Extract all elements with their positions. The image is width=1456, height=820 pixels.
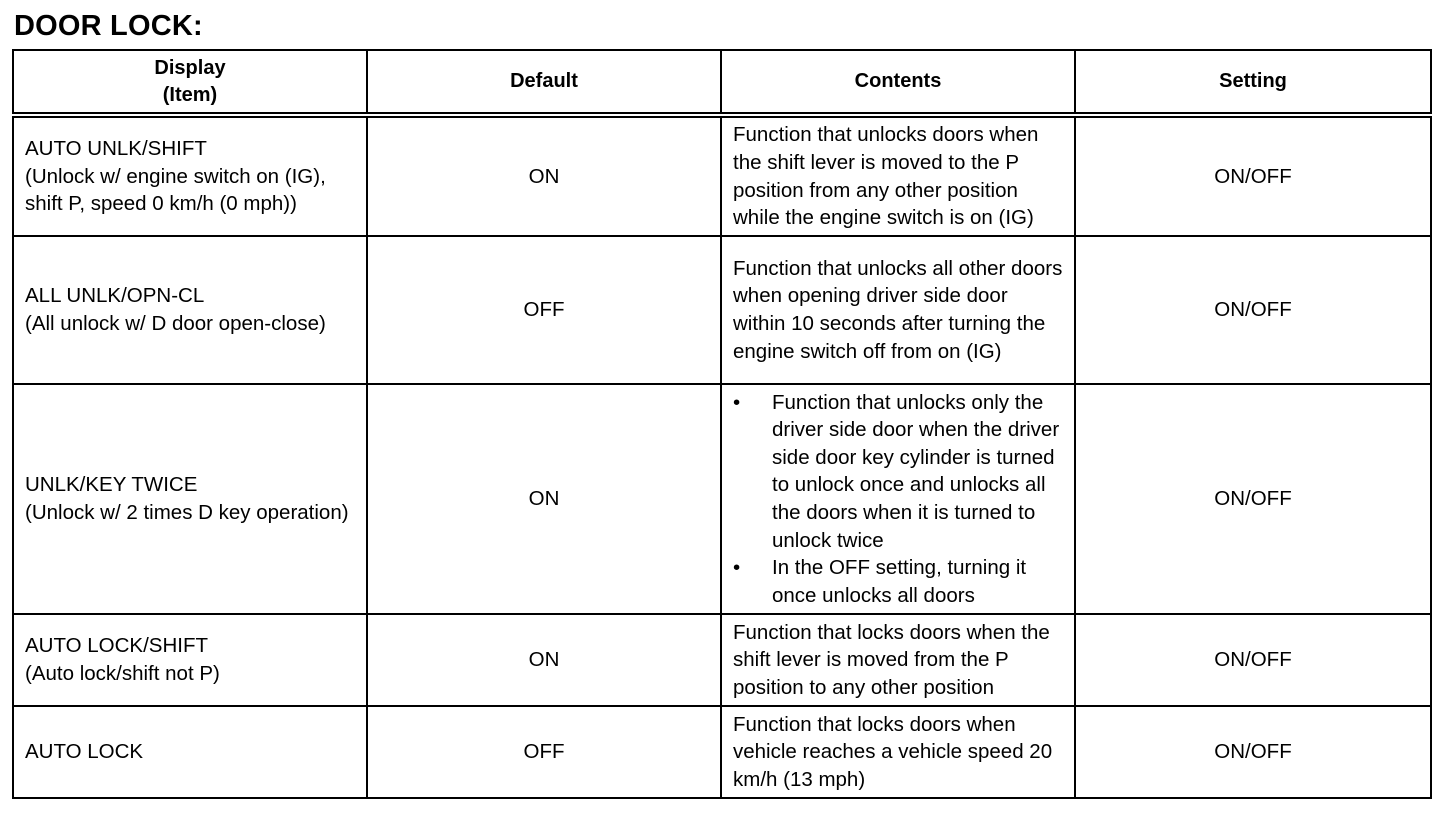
header-display-line2: (Item) (162, 83, 218, 106)
table-row (13, 614, 1431, 706)
item-name: AUTO LOCK/SHIFT (25, 634, 209, 658)
table-row (13, 115, 1431, 236)
header-display-line1: Display (154, 56, 226, 79)
contents-bullet-list (733, 389, 1063, 610)
header-setting: Setting (1075, 50, 1431, 115)
contents-cell: Function that unlocks all other doors when opening driver side door within 10 seconds after turning the engine switch off from on (IG) (721, 236, 1075, 384)
default-cell: ON (367, 614, 721, 706)
default-cell: ON (367, 115, 721, 236)
header-display (13, 50, 367, 115)
header-default: Default (367, 50, 721, 115)
display-cell (13, 614, 367, 706)
contents-cell: Function that unlocks doors when the shift lever is moved to the P position from any other position while the engine switch is on (IG) (721, 115, 1075, 236)
item-name: UNLK/KEY TWICE (25, 473, 198, 497)
contents-cell: Function that locks doors when vehicle reaches a vehicle speed 20 km/h (13 mph) (721, 706, 1075, 798)
item-description: (Auto lock/shift not P) (25, 662, 220, 685)
item-description: (All unlock w/ D door open-close) (25, 312, 326, 335)
item-name: ALL UNLK/OPN-CL (25, 284, 205, 308)
setting-cell: ON/OFF (1075, 614, 1431, 706)
default-cell: OFF (367, 236, 721, 384)
default-cell: OFF (367, 706, 721, 798)
display-cell (13, 384, 367, 614)
default-cell: ON (367, 384, 721, 614)
contents-cell: Function that locks doors when the shift lever is moved from the P position to any other position (721, 614, 1075, 706)
item-name: AUTO UNLK/SHIFT (25, 137, 207, 161)
page-title: DOOR LOCK: (14, 10, 203, 42)
setting-cell: ON/OFF (1075, 706, 1431, 798)
item-description: (Unlock w/ engine switch on (IG), shift P, speed 0 km/h (0 mph)) (25, 164, 326, 216)
item-name: AUTO LOCK (25, 740, 144, 764)
bullet-item: • In the OFF setting, turning it once unlocks all doors (733, 554, 1063, 609)
table-row (13, 384, 1431, 614)
setting-cell: ON/OFF (1075, 115, 1431, 236)
door-lock-table (12, 49, 1432, 799)
header-row (13, 50, 1431, 115)
setting-cell: ON/OFF (1075, 384, 1431, 614)
contents-cell (721, 384, 1075, 614)
setting-cell: ON/OFF (1075, 236, 1431, 384)
table-row (13, 236, 1431, 384)
display-cell (13, 115, 367, 236)
display-cell (13, 236, 367, 384)
display-cell (13, 706, 367, 798)
item-description: (Unlock w/ 2 times D key operation) (25, 501, 349, 524)
table-row (13, 706, 1431, 798)
header-contents: Contents (721, 50, 1075, 115)
bullet-item: • Function that unlocks only the driver side door when the driver side door key cylinder is turned to unlock once and unlocks all the doors when it is turned to unlock twice (733, 389, 1063, 555)
